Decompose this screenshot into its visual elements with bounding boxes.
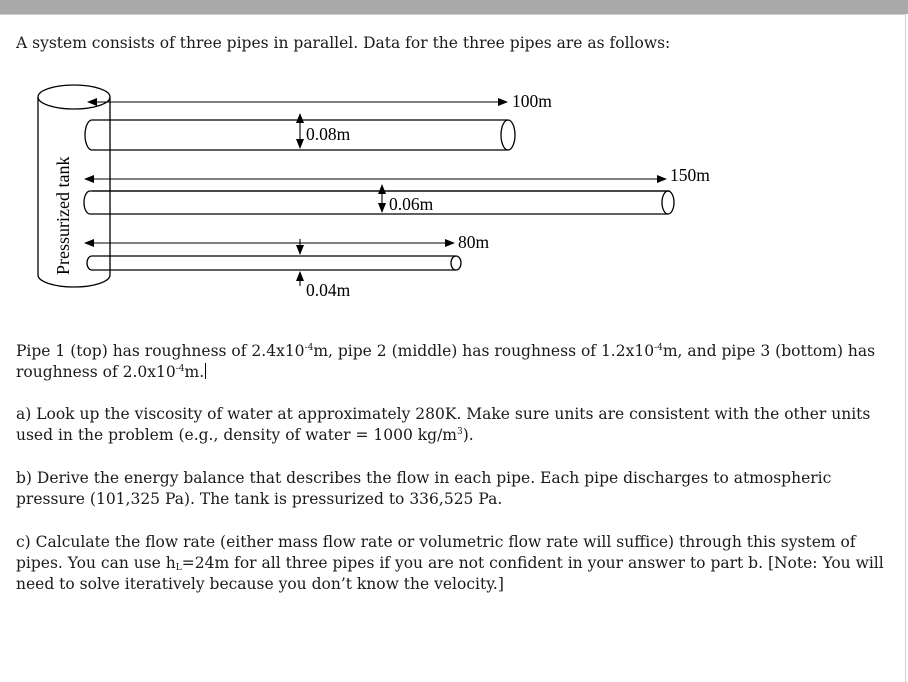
- frame-divider: [0, 14, 905, 15]
- pipe-2-diameter-label: 0.06m: [389, 194, 434, 214]
- intro-text: A system consists of three pipes in parallel. Data for the three pipes are as follows:: [16, 34, 671, 52]
- pipe-1: [85, 120, 508, 150]
- pipe-3-outlet: [451, 256, 461, 270]
- frame-right-border: [905, 14, 906, 682]
- window-top-bar: [0, 0, 908, 14]
- part-b-paragraph: b) Derive the energy balance that describes the flow in each pipe. Each pipe discharges to atmospheric pressure (101,325 Pa). The tank is pressurized to 336,525 Pa.: [16, 469, 832, 508]
- tank-top: [38, 85, 110, 109]
- part-a-paragraph: a) Look up the viscosity of water at approximately 280K. Make sure units are consistent with the other units used in the problem (e.g., density of water = 1000 $kg/m^3$).: [16, 405, 871, 444]
- pipe-3-diameter-label: 0.04m: [306, 280, 351, 300]
- pipe-2-length-label: 150m: [670, 165, 710, 185]
- pipe-1-length-label: 100m: [512, 91, 552, 111]
- tank-label: Pressurized tank: [53, 156, 73, 275]
- text-cursor: [205, 363, 206, 379]
- part-c-paragraph: c) Calculate the flow rate (either mass flow rate or volumetric flow rate will suffice) through this system of pipes. You can use $h_L=24m$ for all three pipes if you are not confident in your answer to part b. [Note: You will need to solve iteratively because you don’t know the velocity.]: [16, 533, 884, 593]
- pipe-1-outlet: [501, 120, 515, 150]
- pipe-3: [87, 256, 456, 270]
- tank-body: [38, 97, 110, 287]
- pipe-3-length-label: 80m: [458, 232, 490, 252]
- roughness-paragraph: Pipe 1 (top) has roughness of $2.4x10^{-4}m$, pipe 2 (middle) has roughness of $1.2x10^{-4}m$, and pipe 3 (bottom) has roughness of $2.0x10^{-4}m$.: [16, 342, 876, 381]
- pipe-1-diameter-label: 0.08m: [306, 124, 351, 144]
- pipe-2-outlet: [662, 191, 674, 214]
- pipe-system-diagram: [30, 75, 710, 315]
